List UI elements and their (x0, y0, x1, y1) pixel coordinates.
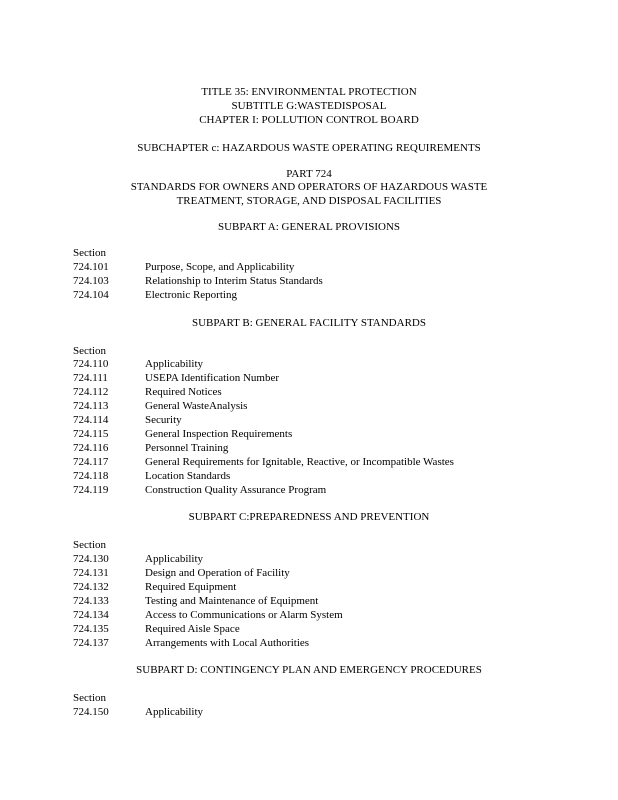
section-number: 724.119 (73, 484, 109, 496)
section-number: 724.130 (73, 553, 109, 565)
section-number: 724.117 (73, 456, 109, 468)
section-title: Security (145, 414, 182, 426)
section-row (73, 622, 593, 636)
section-number: 724.115 (73, 428, 109, 440)
section-number: 724.101 (73, 261, 109, 273)
section-number: 724.114 (73, 414, 109, 426)
section-title: Relationship to Interim Status Standards (145, 275, 323, 287)
section-row (73, 608, 593, 622)
section-number: 724.118 (73, 470, 109, 482)
section-label: Section (73, 345, 106, 357)
section-row (73, 399, 593, 413)
section-number: 724.150 (73, 706, 109, 718)
section-row (73, 580, 593, 594)
section-number: 724.110 (73, 358, 109, 370)
section-row (73, 483, 593, 497)
section-number: 724.134 (73, 609, 109, 621)
section-title: Personnel Training (145, 442, 229, 454)
section-row (73, 274, 593, 288)
section-label: Section (73, 539, 106, 551)
section-title: General Requirements for Ignitable, Reactive, or Incompatible Wastes (145, 456, 454, 468)
section-row (73, 594, 593, 608)
chapter-line: CHAPTER I: POLLUTION CONTROL BOARD (199, 114, 419, 126)
section-title: Construction Quality Assurance Program (145, 484, 327, 496)
subpart-b-section-list (73, 357, 593, 497)
section-row (73, 469, 593, 483)
section-number: 724.104 (73, 289, 109, 301)
section-row (73, 427, 593, 441)
section-title: Purpose, Scope, and Applicability (145, 261, 295, 273)
part-title-line1: STANDARDS FOR OWNERS AND OPERATORS OF HAZARDOUS WASTE (130, 181, 488, 193)
subchapter-line: SUBCHAPTER c: HAZARDOUS WASTE OPERATING REQUIREMENTS (137, 142, 481, 154)
section-row (73, 357, 593, 371)
section-title: Access to Communications or Alarm System (145, 609, 343, 621)
part-number: PART 724 (286, 168, 332, 180)
section-number: 724.103 (73, 275, 109, 287)
section-number: 724.111 (73, 372, 108, 384)
section-number: 724.113 (73, 400, 109, 412)
section-row (73, 260, 593, 274)
section-row (73, 441, 593, 455)
section-row (73, 371, 593, 385)
section-row (73, 413, 593, 427)
section-label: Section (73, 692, 106, 704)
subpart-a-section-list (73, 260, 593, 302)
section-title: Required Aisle Space (145, 623, 240, 635)
section-number: 724.116 (73, 442, 109, 454)
section-title: Location Standards (145, 470, 231, 482)
section-number: 724.137 (73, 637, 109, 649)
section-number: 724.133 (73, 595, 109, 607)
section-title: Arrangements with Local Authorities (145, 637, 310, 649)
section-row (73, 705, 593, 719)
section-title: Applicability (145, 553, 204, 565)
subpart-c-section-list (73, 552, 593, 650)
section-title: Required Equipment (145, 581, 237, 593)
section-title: General WasteAnalysis (145, 400, 248, 412)
section-row (73, 552, 593, 566)
section-number: 724.135 (73, 623, 109, 635)
subpart-b-heading: SUBPART B: GENERAL FACILITY STANDARDS (192, 317, 426, 329)
section-label: Section (73, 247, 106, 259)
part-title-line2: TREATMENT, STORAGE, AND DISPOSAL FACILITIES (176, 195, 442, 207)
section-number: 724.112 (73, 386, 109, 398)
section-row (73, 636, 593, 650)
section-title: Design and Operation of Facility (145, 567, 290, 579)
subtitle-line: SUBTITLE G:WASTEDISPOSAL (231, 100, 387, 112)
section-number: 724.131 (73, 567, 109, 579)
subpart-d-heading: SUBPART D: CONTINGENCY PLAN AND EMERGENCY PROCEDURES (136, 664, 482, 676)
section-number: 724.132 (73, 581, 109, 593)
section-title: USEPA Identification Number (145, 372, 280, 384)
section-row (73, 288, 593, 302)
section-title: Applicability (145, 706, 204, 718)
section-title: Electronic Reporting (145, 289, 237, 301)
section-row (73, 455, 593, 469)
section-row (73, 385, 593, 399)
section-title: Applicability (145, 358, 204, 370)
section-title: Required Notices (145, 386, 222, 398)
title-line: TITLE 35: ENVIRONMENTAL PROTECTION (201, 86, 417, 98)
section-title: Testing and Maintenance of Equipment (145, 595, 319, 607)
subpart-a-heading: SUBPART A: GENERAL PROVISIONS (218, 221, 400, 233)
subpart-c-heading: SUBPART C:PREPAREDNESS AND PREVENTION (188, 511, 430, 523)
subpart-d-section-list (73, 705, 593, 719)
section-row (73, 566, 593, 580)
section-title: General Inspection Requirements (145, 428, 293, 440)
